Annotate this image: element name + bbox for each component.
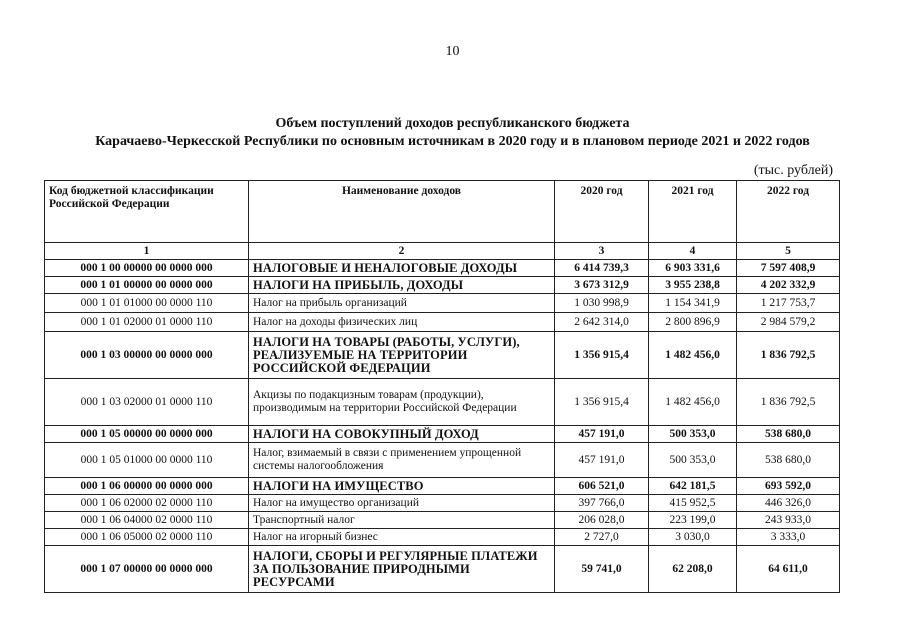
value-2022: 693 592,0 [737,478,840,495]
row-name: НАЛОГИ, СБОРЫ И РЕГУЛЯРНЫЕ ПЛАТЕЖИ ЗА ПОЛЬЗОВАНИЕ ПРИРОДНЫМИ РЕСУРСАМИ [249,546,555,593]
row-code: 000 1 03 02000 01 0000 110 [45,379,249,426]
value-2022: 243 933,0 [737,512,840,529]
table-row [45,313,840,332]
table-row [45,379,840,426]
document-title: Объем поступлений доходов республиканского бюджета [275,116,630,131]
value-2020: 3 673 312,9 [555,277,649,294]
row-name: Налог на имущество организаций [249,495,555,512]
value-2022: 1 836 792,5 [737,332,840,379]
value-2022: 4 202 332,9 [737,277,840,294]
value-2022: 3 333,0 [737,529,840,546]
value-2020: 1 356 915,4 [555,379,649,426]
value-2021: 2 800 896,9 [649,313,737,332]
value-2020: 457 191,0 [555,426,649,443]
document-subtitle: Карачаево-Черкесской Республики по основным источникам в 2020 году и в плановом периоде 2021 и 2022 годов [95,134,810,149]
table-row [45,478,840,495]
column-index: 3 [555,243,649,260]
value-2022: 538 680,0 [737,443,840,478]
row-code: 000 1 06 00000 00 0000 000 [45,478,249,495]
table-row [45,546,840,593]
row-code: 000 1 03 00000 00 0000 000 [45,332,249,379]
revenue-table [44,180,840,593]
table-header-row [45,181,840,243]
table-row [45,426,840,443]
table-body [45,260,840,593]
table-row [45,495,840,512]
row-code: 000 1 00 00000 00 0000 000 [45,260,249,277]
row-code: 000 1 07 00000 00 0000 000 [45,546,249,593]
value-2021: 1 482 456,0 [649,332,737,379]
value-2021: 642 181,5 [649,478,737,495]
row-name: Налог на доходы физических лиц [249,313,555,332]
value-2021: 6 903 331,6 [649,260,737,277]
table-row [45,443,840,478]
row-code: 000 1 06 02000 02 0000 110 [45,495,249,512]
column-index: 1 [45,243,249,260]
value-2020: 59 741,0 [555,546,649,593]
value-2020: 606 521,0 [555,478,649,495]
value-2021: 1 154 341,9 [649,294,737,313]
table-row [45,529,840,546]
row-name: НАЛОГИ НА ПРИБЫЛЬ, ДОХОДЫ [249,277,555,294]
header-2021: 2021 год [649,181,737,243]
value-2022: 1 217 753,7 [737,294,840,313]
column-index: 4 [649,243,737,260]
table-row [45,260,840,277]
row-name: НАЛОГИ НА СОВОКУПНЫЙ ДОХОД [249,426,555,443]
value-2022: 64 611,0 [737,546,840,593]
value-2022: 538 680,0 [737,426,840,443]
column-index: 5 [737,243,840,260]
value-2021: 3 030,0 [649,529,737,546]
row-code: 000 1 01 02000 01 0000 110 [45,313,249,332]
value-2020: 6 414 739,3 [555,260,649,277]
column-index: 2 [249,243,555,260]
row-name: НАЛОГИ НА ИМУЩЕСТВО [249,478,555,495]
row-name: Налог на игорный бизнес [249,529,555,546]
table-row [45,277,840,294]
table-row [45,294,840,313]
header-code: Код бюджетной классификации Российской Федерации [45,181,249,243]
value-2020: 2 642 314,0 [555,313,649,332]
column-index-row [45,243,840,260]
row-code: 000 1 06 04000 02 0000 110 [45,512,249,529]
value-2020: 1 356 915,4 [555,332,649,379]
value-2022: 446 326,0 [737,495,840,512]
value-2020: 457 191,0 [555,443,649,478]
value-2021: 62 208,0 [649,546,737,593]
row-name: НАЛОГОВЫЕ И НЕНАЛОГОВЫЕ ДОХОДЫ [249,260,555,277]
row-name: Акцизы по подакцизным товарам (продукции), производимым на территории Российской Федерации [249,379,555,426]
row-code: 000 1 01 00000 00 0000 000 [45,277,249,294]
value-2020: 2 727,0 [555,529,649,546]
row-name: Налог на прибыль организаций [249,294,555,313]
header-2022: 2022 год [737,181,840,243]
value-2021: 500 353,0 [649,426,737,443]
value-2022: 2 984 579,2 [737,313,840,332]
row-name: НАЛОГИ НА ТОВАРЫ (РАБОТЫ, УСЛУГИ), РЕАЛИЗУЕМЫЕ НА ТЕРРИТОРИИ РОССИЙСКОЙ ФЕДЕРАЦИИ [249,332,555,379]
row-name: Транспортный налог [249,512,555,529]
table-row [45,512,840,529]
row-name: Налог, взимаемый в связи с применением упрощенной системы налогообложения [249,443,555,478]
header-2020: 2020 год [555,181,649,243]
value-2021: 223 199,0 [649,512,737,529]
value-2021: 3 955 238,8 [649,277,737,294]
value-2020: 206 028,0 [555,512,649,529]
value-2021: 500 353,0 [649,443,737,478]
row-code: 000 1 01 01000 00 0000 110 [45,294,249,313]
value-2021: 1 482 456,0 [649,379,737,426]
table-row [45,332,840,379]
value-2021: 415 952,5 [649,495,737,512]
row-code: 000 1 05 01000 00 0000 110 [45,443,249,478]
value-2022: 1 836 792,5 [737,379,840,426]
value-2022: 7 597 408,9 [737,260,840,277]
value-2020: 1 030 998,9 [555,294,649,313]
value-2020: 397 766,0 [555,495,649,512]
units-label: (тыс. рублей) [753,163,833,178]
header-name: Наименование доходов [249,181,555,243]
row-code: 000 1 05 00000 00 0000 000 [45,426,249,443]
page-number: 10 [445,44,460,59]
row-code: 000 1 06 05000 02 0000 110 [45,529,249,546]
